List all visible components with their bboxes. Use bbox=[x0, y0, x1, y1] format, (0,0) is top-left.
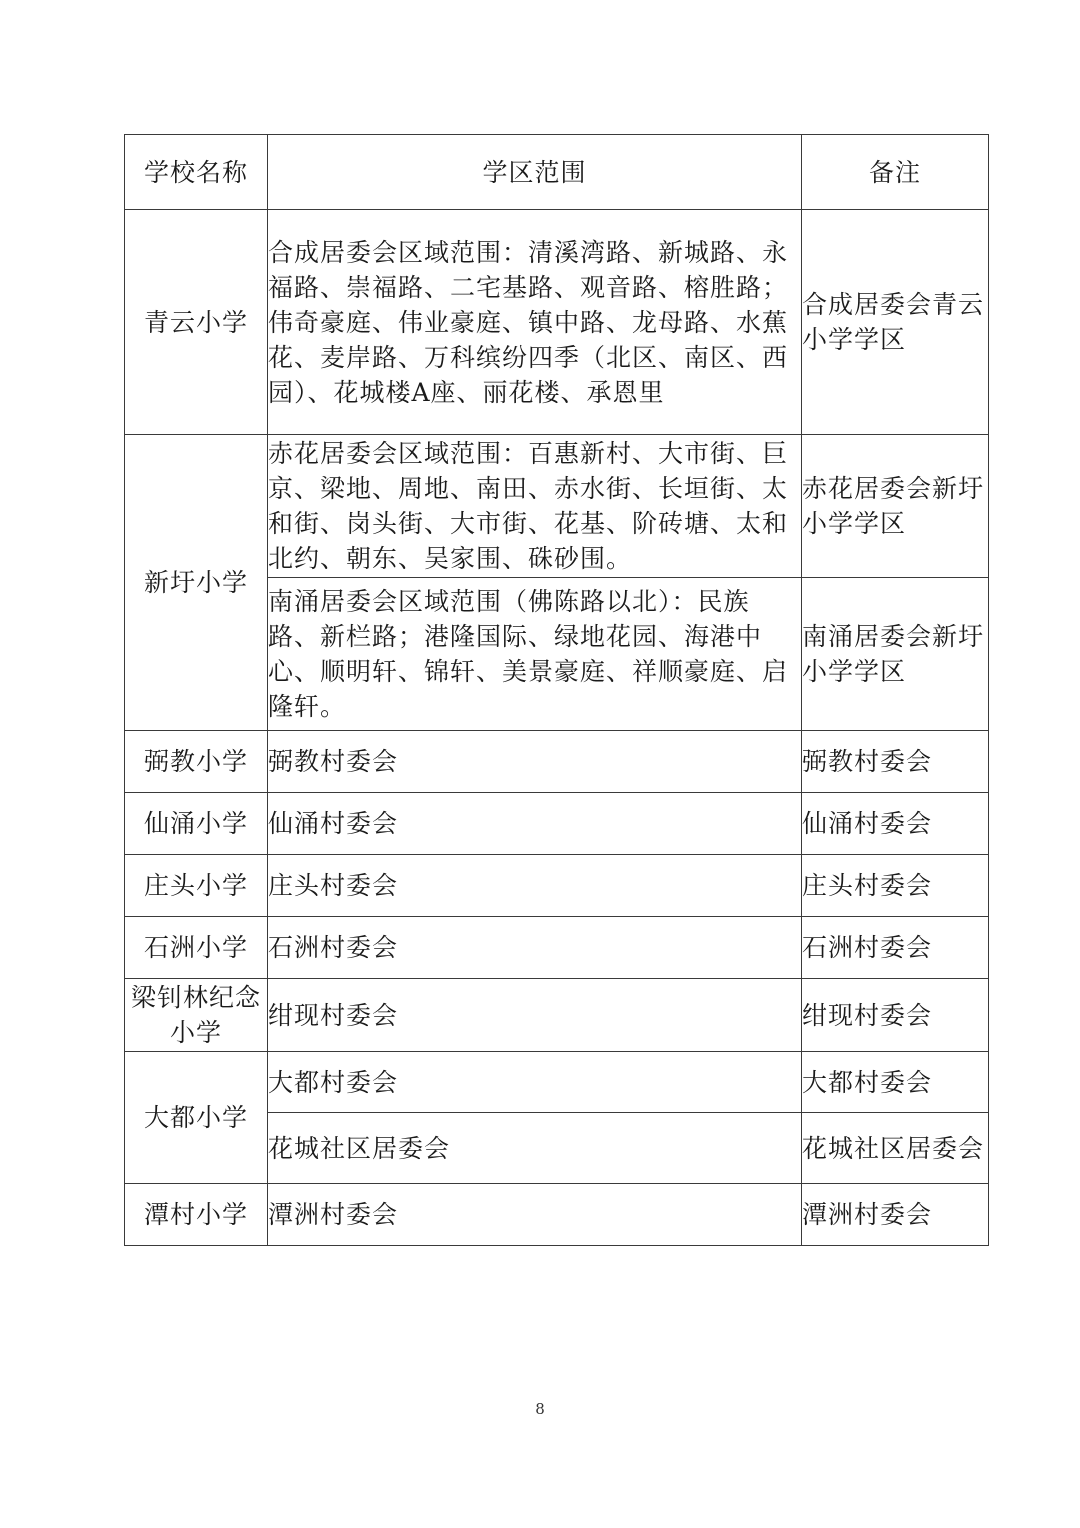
remarks-cell: 大都村委会 bbox=[802, 1052, 989, 1113]
remarks-cell: 绀现村委会 bbox=[802, 979, 989, 1052]
table-header-row bbox=[125, 135, 989, 210]
header-school-name: 学校名称 bbox=[125, 135, 268, 210]
district-area-cell: 赤花居委会区域范围：百惠新村、大市街、巨京、梁地、周地、南田、赤水街、长垣街、太和街、岗头街、大市街、花基、阶砖塘、太和北约、朝东、吴家围、硃砂围。 bbox=[268, 435, 802, 578]
school-name-cell: 弼教小学 bbox=[125, 731, 268, 793]
school-name-cell: 庄头小学 bbox=[125, 855, 268, 917]
remarks-cell: 花城社区居委会 bbox=[802, 1113, 989, 1184]
remarks-cell: 石洲村委会 bbox=[802, 917, 989, 979]
school-name-cell: 石洲小学 bbox=[125, 917, 268, 979]
remarks-cell: 仙涌村委会 bbox=[802, 793, 989, 855]
remarks-cell: 潭洲村委会 bbox=[802, 1184, 989, 1246]
district-area-cell: 仙涌村委会 bbox=[268, 793, 802, 855]
district-area-cell: 花城社区居委会 bbox=[268, 1113, 802, 1184]
district-area-cell: 南涌居委会区域范围（佛陈路以北）：民族路、新栏路；港隆国际、绿地花园、海港中心、顺明轩、锦轩、美景豪庭、祥顺豪庭、启隆轩。 bbox=[268, 578, 802, 731]
header-remarks: 备注 bbox=[802, 135, 989, 210]
district-area-cell: 合成居委会区域范围：清溪湾路、新城路、永福路、崇福路、二宅基路、观音路、榕胜路；伟奇豪庭、伟业豪庭、镇中路、龙母路、水蕉花、麦岸路、万科缤纷四季（北区、南区、西园）、花城楼A座、丽花楼、承恩里 bbox=[268, 210, 802, 435]
table-row bbox=[125, 1184, 989, 1246]
table-row bbox=[125, 210, 989, 435]
page-number: 8 bbox=[535, 1400, 545, 1418]
table-row bbox=[125, 855, 989, 917]
school-name-cell: 梁钊林纪念小学 bbox=[125, 979, 268, 1052]
remarks-cell: 庄头村委会 bbox=[802, 855, 989, 917]
district-area-cell: 庄头村委会 bbox=[268, 855, 802, 917]
school-name-cell: 新圩小学 bbox=[125, 435, 268, 731]
table-row bbox=[125, 979, 989, 1052]
header-district-area: 学区范围 bbox=[268, 135, 802, 210]
table-row bbox=[125, 1052, 989, 1113]
remarks-cell: 合成居委会青云小学学区 bbox=[802, 210, 989, 435]
school-district-table bbox=[124, 134, 989, 1246]
table-row bbox=[125, 917, 989, 979]
school-name-cell: 青云小学 bbox=[125, 210, 268, 435]
school-name-cell: 大都小学 bbox=[125, 1052, 268, 1184]
table-row bbox=[125, 793, 989, 855]
district-area-cell: 潭洲村委会 bbox=[268, 1184, 802, 1246]
remarks-cell: 弼教村委会 bbox=[802, 731, 989, 793]
remarks-cell: 南涌居委会新圩小学学区 bbox=[802, 578, 989, 731]
remarks-cell: 赤花居委会新圩小学学区 bbox=[802, 435, 989, 578]
district-area-cell: 弼教村委会 bbox=[268, 731, 802, 793]
table-row bbox=[125, 731, 989, 793]
school-name-cell: 仙涌小学 bbox=[125, 793, 268, 855]
district-area-cell: 大都村委会 bbox=[268, 1052, 802, 1113]
table-row bbox=[125, 435, 989, 578]
district-area-cell: 石洲村委会 bbox=[268, 917, 802, 979]
school-name-cell: 潭村小学 bbox=[125, 1184, 268, 1246]
district-area-cell: 绀现村委会 bbox=[268, 979, 802, 1052]
